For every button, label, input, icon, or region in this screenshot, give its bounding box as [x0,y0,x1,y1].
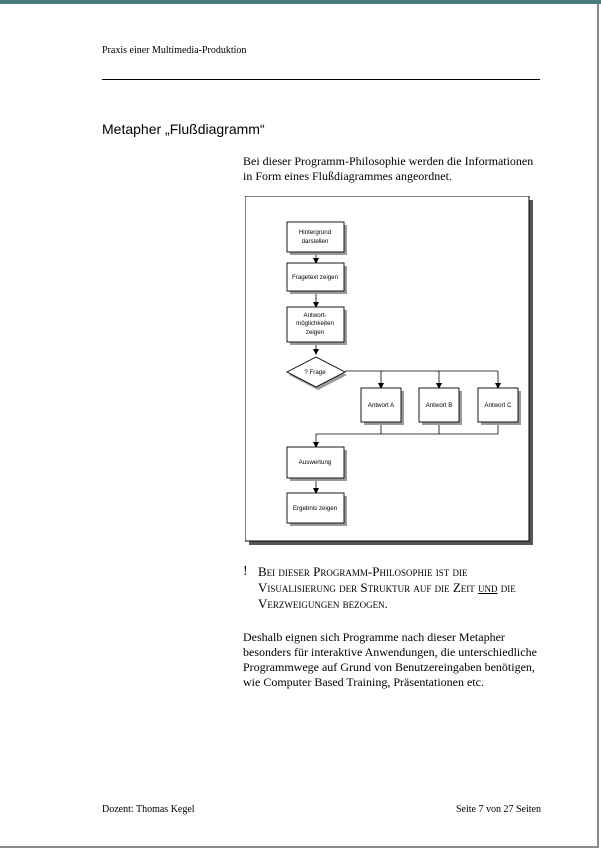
flow-label-answer-c: Antwort C [484,402,512,409]
flow-label-box3-line3: zeigen [305,329,325,336]
footer-page-number: Seite 7 von 27 Seiten [456,804,541,815]
footer-author: Dozent: Thomas Kegel [102,804,195,815]
running-header: Praxis einer Multimedia-Produktion [102,45,247,56]
flow-label-box2: Fragetext zeigen [291,274,339,281]
intro-line-2: in Form eines Flußdiagrammes angeordnet. [243,169,452,183]
flow-label-result: Ergebnis zeigen [292,505,338,512]
flow-node-background [287,222,344,252]
note-block [243,564,543,612]
intro-paragraph [243,154,543,184]
flow-label-answer-b: Antwort B [425,402,453,409]
flow-label-box1-line2: darstellen [301,238,329,245]
intro-line-1: Bei dieser Programm-Philosophie werden die Informationen [243,154,534,168]
flow-label-box3-line1: Antwort- [303,312,327,319]
flow-label-decision: ? Frage [304,369,326,376]
flow-label-box1-line1: Hintergrund [298,229,332,236]
document-page [0,4,599,848]
body-paragraph: Deshalb eignen sich Programme nach dieser Metapher besonders für interaktive Anwendungen, die unterschiedliche Programmwege auf Grund von Benutzereingaben benötigen, wie Computer Based Training, Präsentationen etc. [243,630,537,689]
note-text-underlined: und [478,580,498,595]
flowchart-diagram [245,196,534,546]
note-text [258,564,543,612]
flow-label-answer-a: Antwort A [367,402,395,409]
note-text-part1: Bei dieser Programm-Philosophie ist die Visualisierung der Struktur auf die Zeit [258,564,479,595]
flow-label-evaluation: Auswertung [298,459,332,466]
exclamation-icon: ! [243,564,248,579]
note-text-part2: die Verzweigungen bezogen. [258,580,516,611]
header-rule [102,79,540,80]
flow-label-box3-line2: möglichkeiten [296,320,334,327]
section-title: Metapher „Flußdiagramm“ [102,121,265,137]
